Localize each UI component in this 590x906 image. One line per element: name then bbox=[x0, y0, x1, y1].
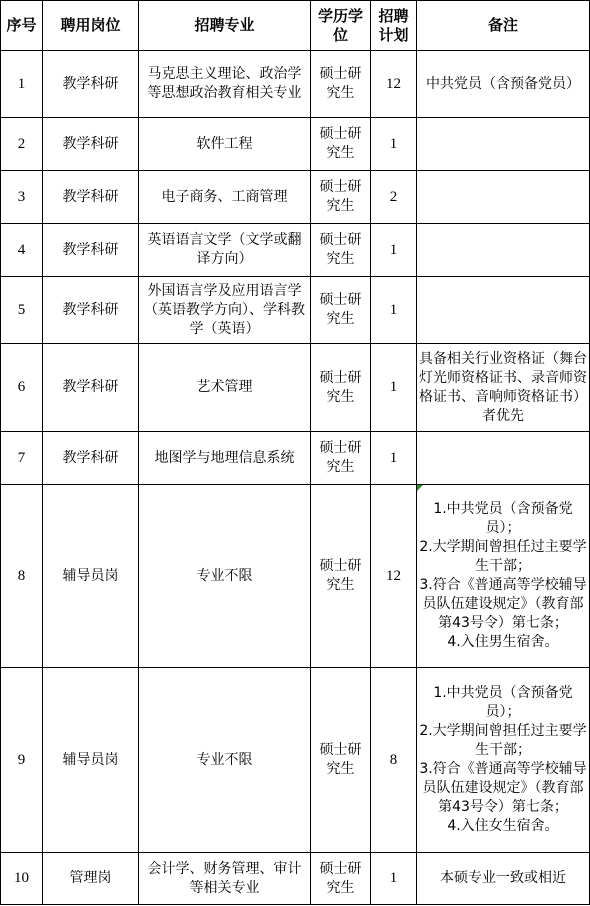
cell-major: 地图学与地理信息系统 bbox=[139, 432, 311, 485]
cell-position: 教学科研 bbox=[43, 344, 139, 432]
table-row bbox=[1, 668, 590, 853]
cell-position: 教学科研 bbox=[43, 171, 139, 224]
cell-plan: 1 bbox=[371, 344, 417, 432]
cell-plan: 1 bbox=[371, 224, 417, 277]
cell-no: 6 bbox=[1, 344, 43, 432]
cell-degree: 硕士研究生 bbox=[311, 485, 371, 668]
cell-position: 管理岗 bbox=[43, 853, 139, 905]
note-item: 1.中共党员（含预备党员）； bbox=[433, 685, 573, 720]
cell-position: 教学科研 bbox=[43, 118, 139, 171]
cell-degree: 硕士研究生 bbox=[311, 51, 371, 118]
cell-major: 专业不限 bbox=[139, 668, 311, 853]
table-row bbox=[1, 51, 590, 118]
header-row bbox=[1, 1, 590, 51]
cell-note bbox=[417, 277, 590, 344]
cell-plan: 1 bbox=[371, 277, 417, 344]
cell-degree: 硕士研究生 bbox=[311, 853, 371, 905]
table-row bbox=[1, 344, 590, 432]
cell-degree: 硕士研究生 bbox=[311, 224, 371, 277]
header-plan: 招聘计划 bbox=[371, 1, 417, 51]
cell-note bbox=[417, 171, 590, 224]
cell-position: 辅导员岗 bbox=[43, 485, 139, 668]
cell-no: 2 bbox=[1, 118, 43, 171]
cell-major: 软件工程 bbox=[139, 118, 311, 171]
note-item: 3.符合《普通高等学校辅导员队伍建设规定》（教育部第43号令）第七条； bbox=[419, 761, 587, 815]
cell-no: 10 bbox=[1, 853, 43, 905]
note-item: 2.大学期间曾担任过主要学生干部； bbox=[419, 723, 587, 758]
note-item: 2.大学期间曾担任过主要学生干部； bbox=[419, 539, 587, 574]
table-row bbox=[1, 171, 590, 224]
cell-plan: 1 bbox=[371, 118, 417, 171]
comment-marker-icon bbox=[417, 485, 423, 491]
cell-no: 8 bbox=[1, 485, 43, 668]
cell-major: 马克思主义理论、政治学等思想政治教育相关专业 bbox=[139, 51, 311, 118]
cell-major: 英语语言文学（文学或翻译方向） bbox=[139, 224, 311, 277]
table-row bbox=[1, 853, 590, 905]
table-row bbox=[1, 277, 590, 344]
cell-degree: 硕士研究生 bbox=[311, 668, 371, 853]
cell-no: 5 bbox=[1, 277, 43, 344]
cell-major: 专业不限 bbox=[139, 485, 311, 668]
cell-note: 中共党员（含预备党员） bbox=[417, 51, 590, 118]
cell-major: 会计学、财务管理、审计等相关专业 bbox=[139, 853, 311, 905]
cell-note: 具备相关行业资格证（舞台灯光师资格证书、录音师资格证书、音响师资格证书）者优先 bbox=[417, 344, 590, 432]
header-degree: 学历学位 bbox=[311, 1, 371, 51]
cell-major: 电子商务、工商管理 bbox=[139, 171, 311, 224]
cell-note bbox=[417, 432, 590, 485]
cell-position: 教学科研 bbox=[43, 277, 139, 344]
cell-major: 艺术管理 bbox=[139, 344, 311, 432]
cell-note-list bbox=[417, 485, 590, 668]
cell-degree: 硕士研究生 bbox=[311, 118, 371, 171]
header-major: 招聘专业 bbox=[139, 1, 311, 51]
cell-plan: 12 bbox=[371, 485, 417, 668]
cell-no: 1 bbox=[1, 51, 43, 118]
note-item: 1.中共党员（含预备党员）； bbox=[433, 501, 573, 536]
cell-position: 教学科研 bbox=[43, 224, 139, 277]
cell-note-list bbox=[417, 668, 590, 853]
header-note: 备注 bbox=[417, 1, 590, 51]
cell-degree: 硕士研究生 bbox=[311, 432, 371, 485]
cell-plan: 1 bbox=[371, 853, 417, 905]
cell-note bbox=[417, 118, 590, 171]
cell-no: 4 bbox=[1, 224, 43, 277]
cell-position: 教学科研 bbox=[43, 432, 139, 485]
note-item: 4.入住男生宿舍。 bbox=[447, 634, 559, 650]
cell-plan: 12 bbox=[371, 51, 417, 118]
header-position: 聘用岗位 bbox=[43, 1, 139, 51]
cell-no: 9 bbox=[1, 668, 43, 853]
cell-no: 7 bbox=[1, 432, 43, 485]
cell-major: 外国语言学及应用语言学（英语教学方向）、学科教学（英语） bbox=[139, 277, 311, 344]
cell-position: 教学科研 bbox=[43, 51, 139, 118]
table-row bbox=[1, 432, 590, 485]
table-row bbox=[1, 224, 590, 277]
cell-plan: 1 bbox=[371, 432, 417, 485]
cell-degree: 硕士研究生 bbox=[311, 277, 371, 344]
cell-no: 3 bbox=[1, 171, 43, 224]
cell-degree: 硕士研究生 bbox=[311, 344, 371, 432]
cell-position: 辅导员岗 bbox=[43, 668, 139, 853]
header-no: 序号 bbox=[1, 1, 43, 51]
table-row bbox=[1, 118, 590, 171]
cell-note: 本硕专业一致或相近 bbox=[417, 853, 590, 905]
cell-note bbox=[417, 224, 590, 277]
cell-plan: 8 bbox=[371, 668, 417, 853]
note-item: 4.入住女生宿舍。 bbox=[447, 818, 559, 834]
table-row bbox=[1, 485, 590, 668]
cell-degree: 硕士研究生 bbox=[311, 171, 371, 224]
cell-plan: 2 bbox=[371, 171, 417, 224]
note-item: 3.符合《普通高等学校辅导员队伍建设规定》（教育部第43号令）第七条； bbox=[419, 577, 587, 631]
